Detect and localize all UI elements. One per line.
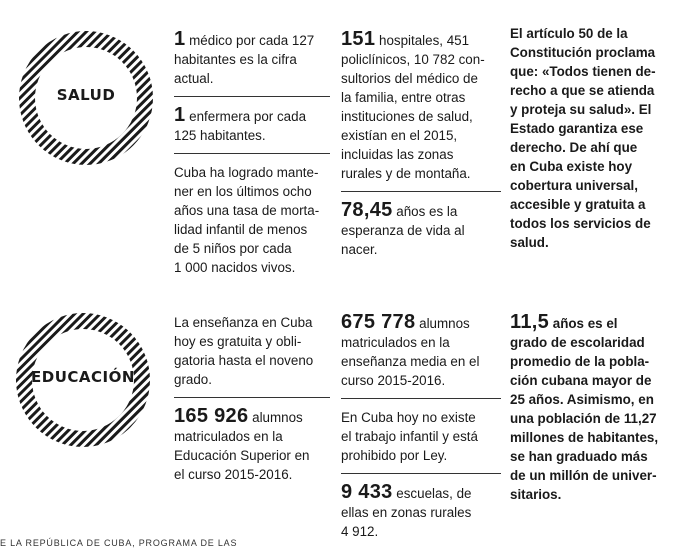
educacion-col-3 bbox=[510, 313, 690, 504]
stat-text: enfermera por cada 125 habitantes. bbox=[174, 109, 307, 143]
stat-number: 675 778 bbox=[341, 311, 416, 333]
stat-text: Cuba ha logrado mante- ner en los últimos ocho años una tasa de morta- lidad infantil de menos de 5 niños por cada 1 000 nacidos vivos. bbox=[174, 165, 320, 275]
stat-block bbox=[174, 407, 330, 484]
educacion-badge bbox=[15, 312, 151, 448]
divider bbox=[341, 473, 501, 474]
stat-number: 1 bbox=[174, 104, 186, 126]
stat-text: La enseñanza en Cuba hoy es gratuita y obli- gatoria hasta el noveno grado. bbox=[174, 315, 314, 387]
divider bbox=[174, 153, 330, 154]
stat-block bbox=[510, 313, 690, 504]
stat-number: 78,45 bbox=[341, 199, 393, 221]
stat-text: alumnos matriculados en la Educación Superior en el curso 2015-2016. bbox=[174, 410, 310, 482]
divider bbox=[174, 96, 330, 97]
educacion-label: EDUCACIÓN bbox=[31, 368, 135, 386]
stat-block bbox=[341, 313, 501, 390]
footer-caption: E LA REPÚBLICA DE CUBA, PROGRAMA DE LAS bbox=[0, 538, 238, 548]
educacion-col-1 bbox=[174, 313, 330, 484]
educacion-col-2 bbox=[341, 313, 501, 541]
stat-text: En Cuba hoy no existe el trabajo infantil y está prohibido por Ley. bbox=[341, 410, 478, 463]
stat-text: alumnos matriculados en la enseñanza media en el curso 2015-2016. bbox=[341, 316, 480, 388]
stat-block bbox=[341, 408, 501, 465]
stat-block bbox=[174, 30, 330, 88]
stat-number: 1 bbox=[174, 28, 186, 50]
stat-block bbox=[341, 201, 501, 259]
stat-number: 165 926 bbox=[174, 405, 249, 427]
stat-text: años es el grado de escolaridad promedio de la pobla- ción cubana mayor de 25 años. Asimismo, en una población de 11,27 millones de habitantes, se han graduado más de un millón de univer- sitarios. bbox=[510, 316, 659, 502]
stat-block bbox=[174, 163, 330, 277]
divider bbox=[341, 398, 501, 399]
constitution-text: El artículo 50 de la Constitución proclama que: «Todos tienen de- recho a que se atienda y proteja su salud». El Estado garantiza ese derecho. De ahí que en Cuba existe hoy cobertura universal, accesible y gratuita a todos los servicios de salud. bbox=[510, 26, 656, 250]
stat-number: 11,5 bbox=[510, 311, 550, 333]
salud-badge bbox=[18, 30, 154, 166]
stat-text: años es la esperanza de vida al nacer. bbox=[341, 204, 465, 257]
stat-text: médico por cada 127 habitantes es la cifra actual. bbox=[174, 33, 315, 86]
stat-block bbox=[341, 30, 501, 183]
stat-number: 151 bbox=[341, 28, 376, 50]
salud-col-3 bbox=[510, 24, 690, 252]
stat-text: hospitales, 451 policlínicos, 10 782 con- sultorios del médico de la familia, entre otras instituciones de salud, existían en el 2015, incluidas las zonas rurales y de montaña. bbox=[341, 33, 485, 181]
divider bbox=[341, 191, 501, 192]
stat-number: 9 433 bbox=[341, 481, 393, 503]
stat-text: escuelas, de ellas en zonas rurales 4 912. bbox=[341, 486, 472, 539]
stat-block bbox=[174, 313, 330, 389]
stat-block bbox=[174, 106, 330, 145]
salud-label: SALUD bbox=[56, 86, 116, 104]
salud-col-1 bbox=[174, 30, 330, 277]
stat-block bbox=[341, 483, 501, 541]
salud-col-2 bbox=[341, 30, 501, 259]
divider bbox=[174, 397, 330, 398]
